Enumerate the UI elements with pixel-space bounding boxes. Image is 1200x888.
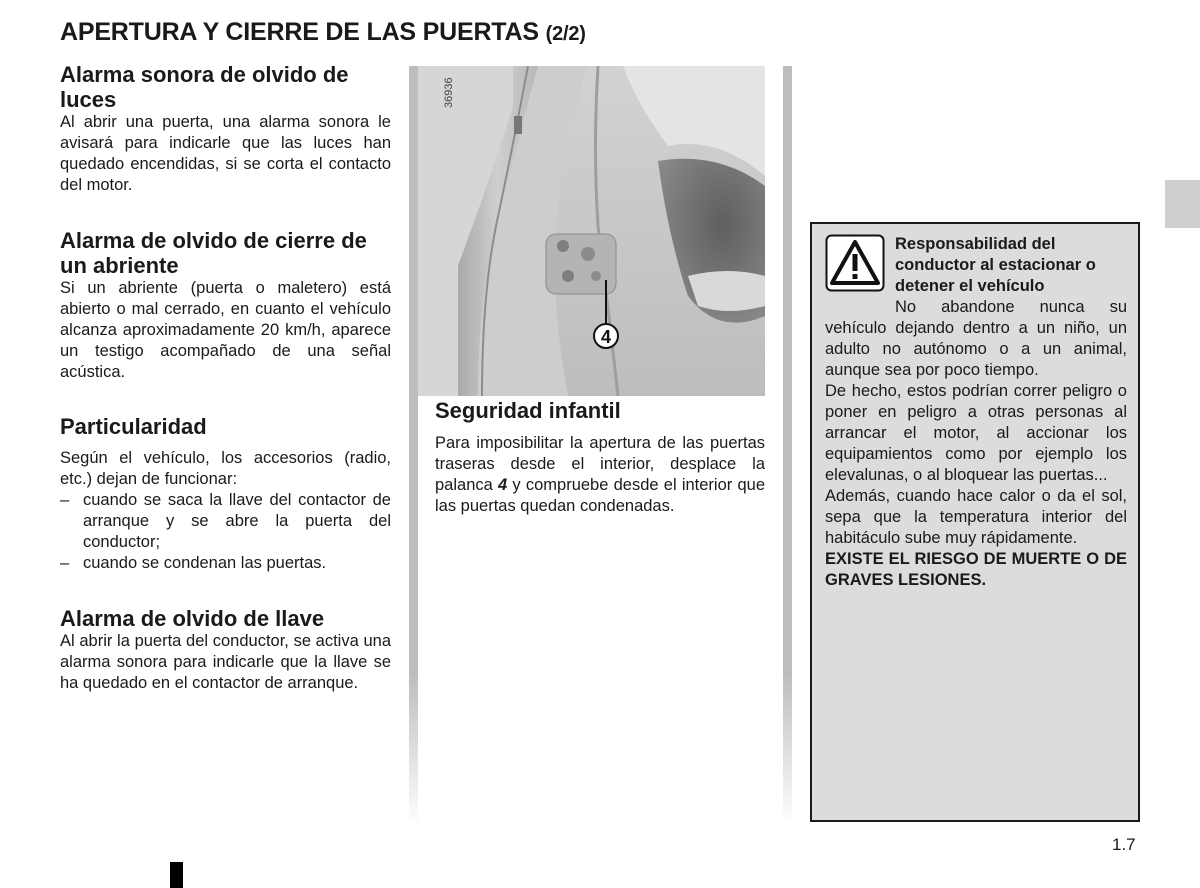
column-separator-left bbox=[409, 66, 418, 826]
warning-title: Responsabilidad del conductor al estacionar o detener el vehículo bbox=[895, 235, 1096, 295]
warning-text: De hecho, estos podrían correr peligro o poner en peligro a otras personas al arrancar el motor, al accionar los equipamientos como por ejemplo los elevalunas, o al bloquear las puertas... bbox=[825, 382, 1127, 484]
column-separator-right bbox=[783, 66, 792, 826]
page-title bbox=[60, 18, 586, 47]
print-mark bbox=[170, 862, 183, 888]
chapter-tab bbox=[1165, 180, 1200, 228]
section-key-alarm bbox=[60, 606, 391, 694]
text-part: y compruebe desde el interior que las puertas quedan condenadas. bbox=[435, 476, 765, 515]
lever-ref: 4 bbox=[498, 476, 508, 494]
section-title: Seguridad infantil bbox=[435, 398, 621, 423]
page-title-text: APERTURA Y CIERRE DE LAS PUERTAS bbox=[60, 18, 539, 46]
text-part: Para imposibilitar la apertura de las puertas traseras desde el interior, desplace la palanca bbox=[435, 434, 765, 494]
section-opening-alarm bbox=[60, 228, 391, 383]
accessory-list bbox=[60, 490, 391, 574]
section-lights-alarm bbox=[60, 62, 391, 196]
section-title: Particularidad bbox=[60, 414, 207, 439]
warning-text: Además, cuando hace calor o da el sol, sepa que la temperatura interior del habitáculo sube muy rápidamente. bbox=[825, 487, 1127, 547]
page-number: 1.7 bbox=[1112, 835, 1136, 854]
section-text: Si un abriente (puerta o maletero) está abierto o mal cerrado, en cuanto el vehículo alcanza aproximadamente 20 km/h, aparece un testigo acompañado de una señal acústica. bbox=[60, 279, 391, 381]
warning-text: No abandone nunca su vehículo dejando dentro a un niño, un adulto no autónomo o a un animal, aunque sea por poco tiempo. bbox=[825, 298, 1127, 379]
page-indicator: (2/2) bbox=[545, 23, 586, 45]
list-item: – cuando se condenan las puertas. bbox=[60, 553, 391, 574]
warning-emphasis: EXISTE EL RIESGO DE MUERTE O DE GRAVES LESIONES. bbox=[825, 550, 1127, 589]
section-title: Alarma de olvido de cierre de un abriente bbox=[60, 228, 367, 278]
door-lock-illustration bbox=[418, 66, 765, 396]
section-text: Según el vehículo, los accesorios (radio, etc.) dejan de funcionar: bbox=[60, 449, 391, 488]
section-particularity bbox=[60, 414, 391, 574]
callout-number: 4 bbox=[600, 327, 612, 347]
section-text bbox=[435, 433, 765, 517]
warning-triangle-icon bbox=[825, 234, 885, 292]
warning-box bbox=[810, 222, 1140, 822]
section-title: Alarma de olvido de llave bbox=[60, 606, 325, 631]
section-text: Al abrir la puerta del conductor, se activa una alarma sonora para indicarle que la llave se ha quedado en el contactor de arranque. bbox=[60, 632, 391, 692]
figure-ref-code: 36936 bbox=[443, 77, 455, 108]
list-item: – cuando se saca la llave del contactor de arranque y se abre la puerta del conductor; bbox=[60, 490, 391, 553]
section-text: Al abrir una puerta, una alarma sonora le avisará para indicarle que las luces han quedado encendidas, si se corta el contacto del motor. bbox=[60, 113, 391, 194]
child-safety-section bbox=[435, 398, 765, 517]
section-title: Alarma sonora de olvido de luces bbox=[60, 62, 349, 112]
